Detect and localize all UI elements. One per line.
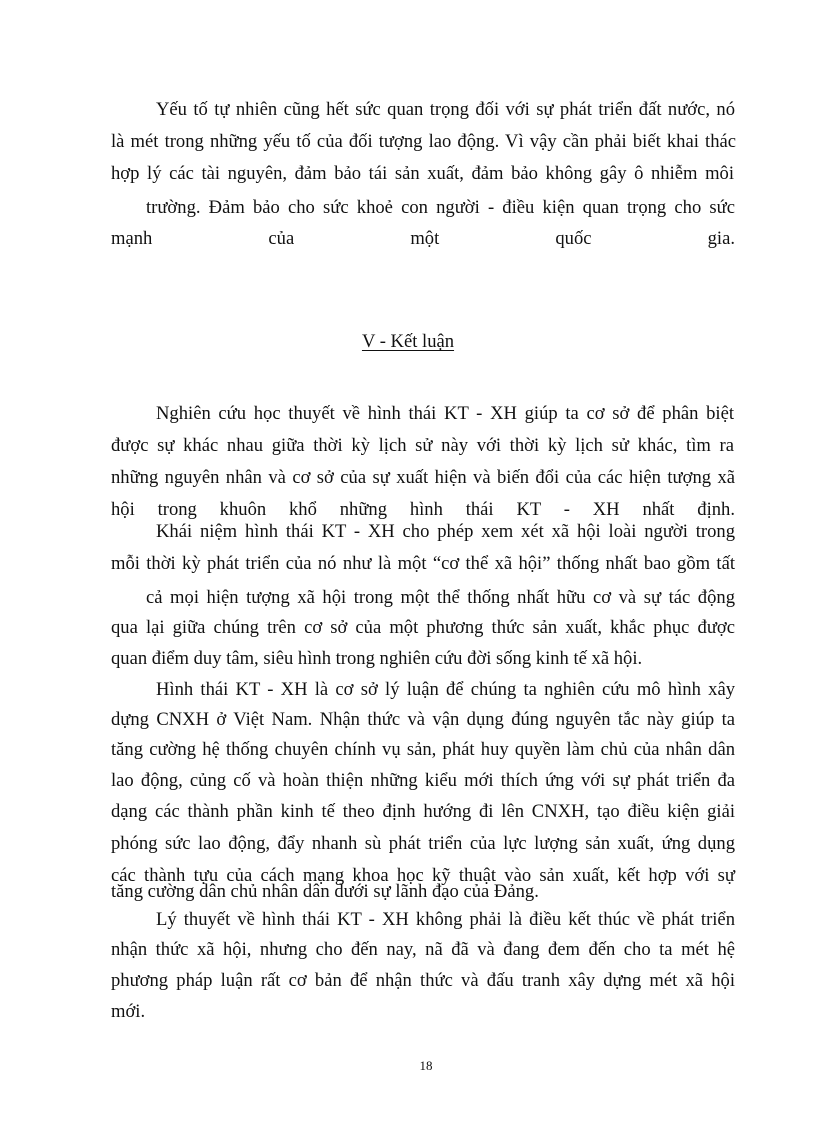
text-line: hội trong khuôn khổ những hình thái KT - XH nhất định. bbox=[111, 499, 735, 520]
text-line: cả mọi hiện tượng xã hội trong một thể thống nhất hữu cơ và sự tác động bbox=[146, 587, 735, 608]
text-line: quan điểm duy tâm, siêu hình trong nghiên cứu đời sống kinh tế xã hội. bbox=[111, 648, 643, 669]
text-line: Khái niệm hình thái KT - XH cho phép xem xét xã hội loài người trong bbox=[156, 521, 735, 542]
text-line: tăng cường dân chủ nhân dân dưới sự lãnh đạo của Đảng. bbox=[111, 881, 539, 902]
text-line: mạnh của một quốc gia. bbox=[111, 228, 735, 249]
text-line: hợp lý các tài nguyên, đảm bảo tái sản xuất, đảm bảo không gây ô nhiễm môi bbox=[111, 163, 734, 184]
section-heading: V - Kết luận bbox=[361, 331, 455, 352]
text-line: được sự khác nhau giữa thời kỳ lịch sử này với thời kỳ lịch sử khác, tìm ra bbox=[111, 435, 734, 456]
text-line: trường. Đảm bảo cho sức khoẻ con người - điều kiện quan trọng cho sức bbox=[146, 197, 735, 218]
page-number: 18 bbox=[419, 1058, 433, 1073]
text-line: những nguyên nhân và cơ sở của sự xuất hiện và biến đổi của các hiện tượng xã bbox=[111, 467, 735, 488]
text-line: nhận thức xã hội, nhưng cho đến nay, nã đã và đang đem đến cho ta mét hệ bbox=[111, 939, 735, 960]
text-line: qua lại giữa chúng trên cơ sở của một phương thức sản xuất, khắc phục được bbox=[111, 617, 735, 638]
text-line: lao động, củng cố và hoàn thiện những kiểu mới thích ứng với sự phát triển đa bbox=[111, 770, 735, 791]
text-line: Nghiên cứu học thuyết về hình thái KT - XH giúp ta cơ sở để phân biệt bbox=[156, 403, 734, 424]
text-line: mới. bbox=[111, 1001, 146, 1022]
text-line: tăng cường hệ thống chuyên chính vụ sản, phát huy quyền làm chủ của nhân dân bbox=[111, 739, 735, 760]
text-line: là mét trong những yếu tố của đối tượng lao động. Vì vậy cần phải biết khai thác bbox=[111, 131, 736, 152]
text-line: phóng sức lao động, đẩy nhanh sù phát triển của lực lượng sản xuất, ứng dụng bbox=[111, 833, 735, 854]
text-line: mỗi thời kỳ phát triển của nó như là một “cơ thể xã hội” thống nhất bao gồm tất bbox=[111, 553, 735, 574]
text-line: các thành tựu của cách mạng khoa học kỹ thuật vào sản xuất, kết hợp với sự bbox=[111, 865, 735, 886]
text-line: phương pháp luận rất cơ bản để nhận thức và đấu tranh xây dựng mét xã hội bbox=[111, 970, 735, 991]
text-line: Hình thái KT - XH là cơ sở lý luận để chúng ta nghiên cứu mô hình xây bbox=[156, 679, 735, 700]
text-line: Lý thuyết về hình thái KT - XH không phải là điều kết thúc về phát triển bbox=[156, 909, 735, 930]
text-line: dạng các thành phần kinh tế theo định hướng đi lên CNXH, tạo điều kiện giải bbox=[111, 801, 735, 822]
text-line: dựng CNXH ở Việt Nam. Nhận thức và vận dụng đúng nguyên tắc này giúp ta bbox=[111, 709, 735, 730]
text-line: Yếu tố tự nhiên cũng hết sức quan trọng đối với sự phát triển đất nước, nó bbox=[156, 99, 735, 120]
